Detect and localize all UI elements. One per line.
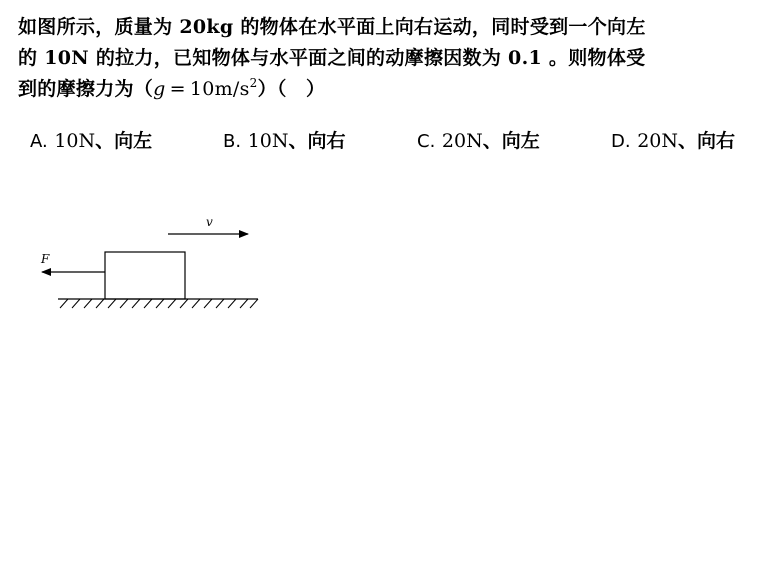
option-c-direction: 、向左 [482, 130, 540, 152]
question-text [18, 12, 774, 105]
option-c-letter: C. [417, 131, 436, 152]
question-line-2: 的 10N 的拉力，已知物体与水平面之间的动摩擦因数为 0.1 。则物体受 [18, 47, 646, 69]
question-line-3 [18, 74, 774, 105]
option-b-direction: 、向右 [288, 130, 346, 152]
option-a[interactable] [30, 126, 152, 153]
gravity-symbol: g [153, 78, 166, 100]
gravity-exponent: 2 [249, 76, 258, 90]
option-d[interactable] [611, 126, 735, 153]
option-d-value: 20N [637, 130, 679, 152]
gravity-value: 10m/s [189, 78, 250, 100]
gravity-formula [153, 78, 258, 100]
option-b-letter: B. [223, 131, 242, 152]
question-line-1: 如图所示，质量为 20kg 的物体在水平面上向右运动，同时受到一个向左 [18, 16, 646, 38]
option-c-value: 20N [441, 130, 483, 152]
ground-hatching [60, 299, 258, 308]
block [105, 252, 185, 299]
option-a-letter: A. [30, 131, 48, 152]
option-d-letter: D. [611, 131, 631, 152]
option-a-direction: 、向左 [95, 130, 153, 152]
velocity-label: v [206, 215, 213, 229]
question-line-3-suffix: ）（ ） [257, 78, 326, 100]
option-b-value: 10N [247, 130, 289, 152]
force-label: F [41, 252, 50, 266]
question-line-3-prefix: 到的摩擦力为（ [18, 78, 154, 100]
equals-sign: = [169, 78, 186, 100]
option-c[interactable] [417, 126, 540, 153]
option-b[interactable] [223, 126, 346, 153]
option-a-value: 10N [54, 130, 96, 152]
option-d-direction: 、向右 [678, 130, 736, 152]
physics-diagram [38, 208, 268, 318]
